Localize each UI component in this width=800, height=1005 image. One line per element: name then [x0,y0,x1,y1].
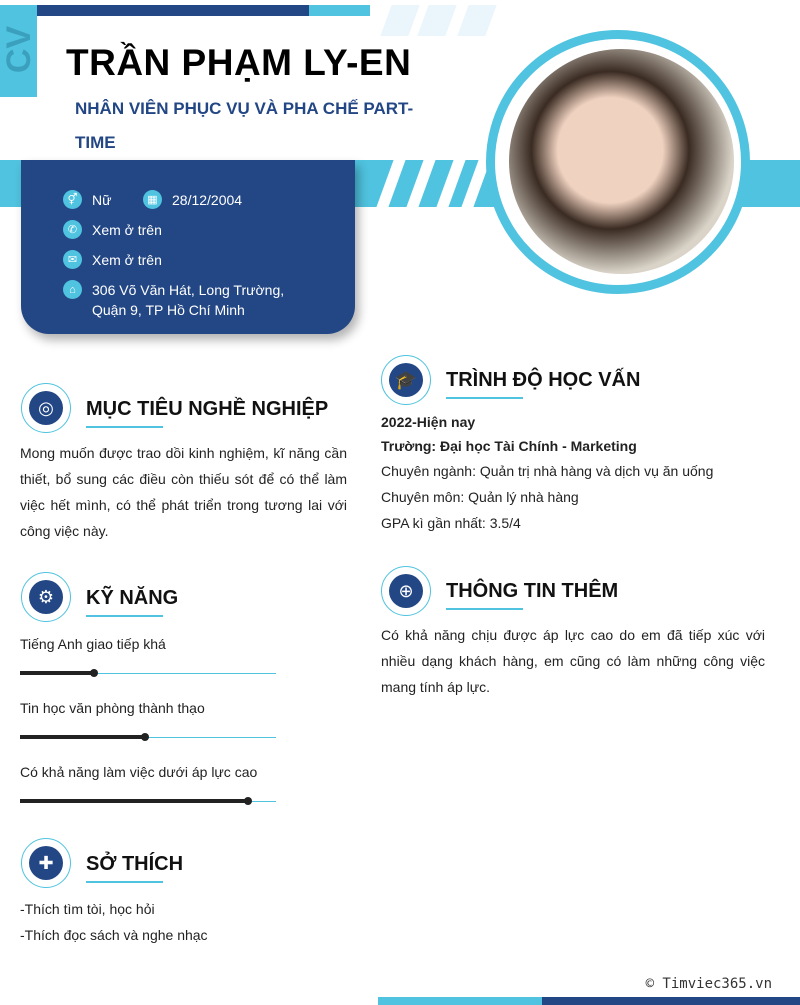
birthday-value: 28/12/2004 [172,192,243,208]
objective-title: MỤC TIÊU NGHỀ NGHIỆP [86,398,329,420]
top-bar-dark [37,5,309,16]
education-major: Chuyên ngành: Quản trị nhà hàng và dịch vụ ăn uống [381,463,714,479]
email-row [63,250,162,270]
hobbies-title: SỞ THÍCH [86,853,184,875]
address-row [63,280,293,320]
graduation-cap-icon: 🎓 [381,355,431,405]
extra-text: Có khả năng chịu được áp lực cao do em đã tiếp xúc với nhiều dạng khách hàng, em cũng có làm những công việc mang tính áp lực. [381,627,765,695]
skill-label: Tiếng Anh giao tiếp khá [20,636,166,652]
puzzle-icon: ✚ [21,838,71,888]
copyright: © Timviec365.vn [645,976,772,992]
cv-label: CV [0,25,39,74]
birthday-row [143,190,242,210]
email-icon: ✉ [63,250,82,269]
skills-icon: ⚙ [21,572,71,622]
skill-level-bar [20,737,276,738]
education-gpa: GPA kì gần nhất: 3.5/4 [381,515,521,531]
skill-level-fill [20,735,145,739]
hobby-item: -Thích tìm tòi, học hỏi [20,901,155,917]
address-value: 306 Võ Văn Hát, Long Trường, Quận 9, TP Hồ Chí Minh [92,282,285,318]
target-icon: ◎ [21,383,71,433]
gender-value: Nữ [92,192,112,208]
skill-level-dot [141,733,149,741]
bottom-bar-dark [542,997,800,1005]
skill-label: Tin học văn phòng thành thạo [20,700,205,716]
skill-level-fill [20,799,248,803]
phone-row [63,220,162,240]
bottom-bar-light [378,997,542,1005]
candidate-role: NHÂN VIÊN PHỤC VỤ VÀ PHA CHẾ PART-TIME [75,99,414,152]
education-school: Trường: Đại học Tài Chính - Marketing [381,438,637,454]
skill-level-bar [20,673,276,674]
education-title: TRÌNH ĐỘ HỌC VẤN [446,369,641,391]
extra-title: THÔNG TIN THÊM [446,580,619,602]
skill-label: Có khả năng làm việc dưới áp lực cao [20,764,258,780]
skill-level-fill [20,671,94,675]
skill-level-dot [244,797,252,805]
skill-level-bar [20,801,276,802]
gender-row [63,190,111,210]
contact-card [21,160,355,334]
avatar [509,49,734,274]
hobby-item: -Thích đọc sách và nghe nhạc [20,927,208,943]
skills-title: KỸ NĂNG [86,587,179,609]
candidate-name: TRẦN PHẠM LY-EN [66,42,412,83]
email-value: Xem ở trên [92,252,162,268]
calendar-icon: ▦ [143,190,162,209]
education-period: 2022-Hiện nay [381,414,476,430]
phone-icon: ✆ [63,220,82,239]
home-icon: ⌂ [63,280,82,299]
skill-level-dot [90,669,98,677]
education-specialty: Chuyên môn: Quản lý nhà hàng [381,489,579,505]
phone-value: Xem ở trên [92,222,162,238]
objective-text: Mong muốn được trao dồi kinh nghiệm, kĩ năng cần thiết, bổ sung các điều còn thiếu sót để có thể làm việc hết mình, có thể phát triển trong tương lai với công việc này. [20,445,347,539]
top-bar-light [309,5,370,16]
plus-icon: ⊕ [381,566,431,616]
gender-icon: ⚥ [63,190,82,209]
